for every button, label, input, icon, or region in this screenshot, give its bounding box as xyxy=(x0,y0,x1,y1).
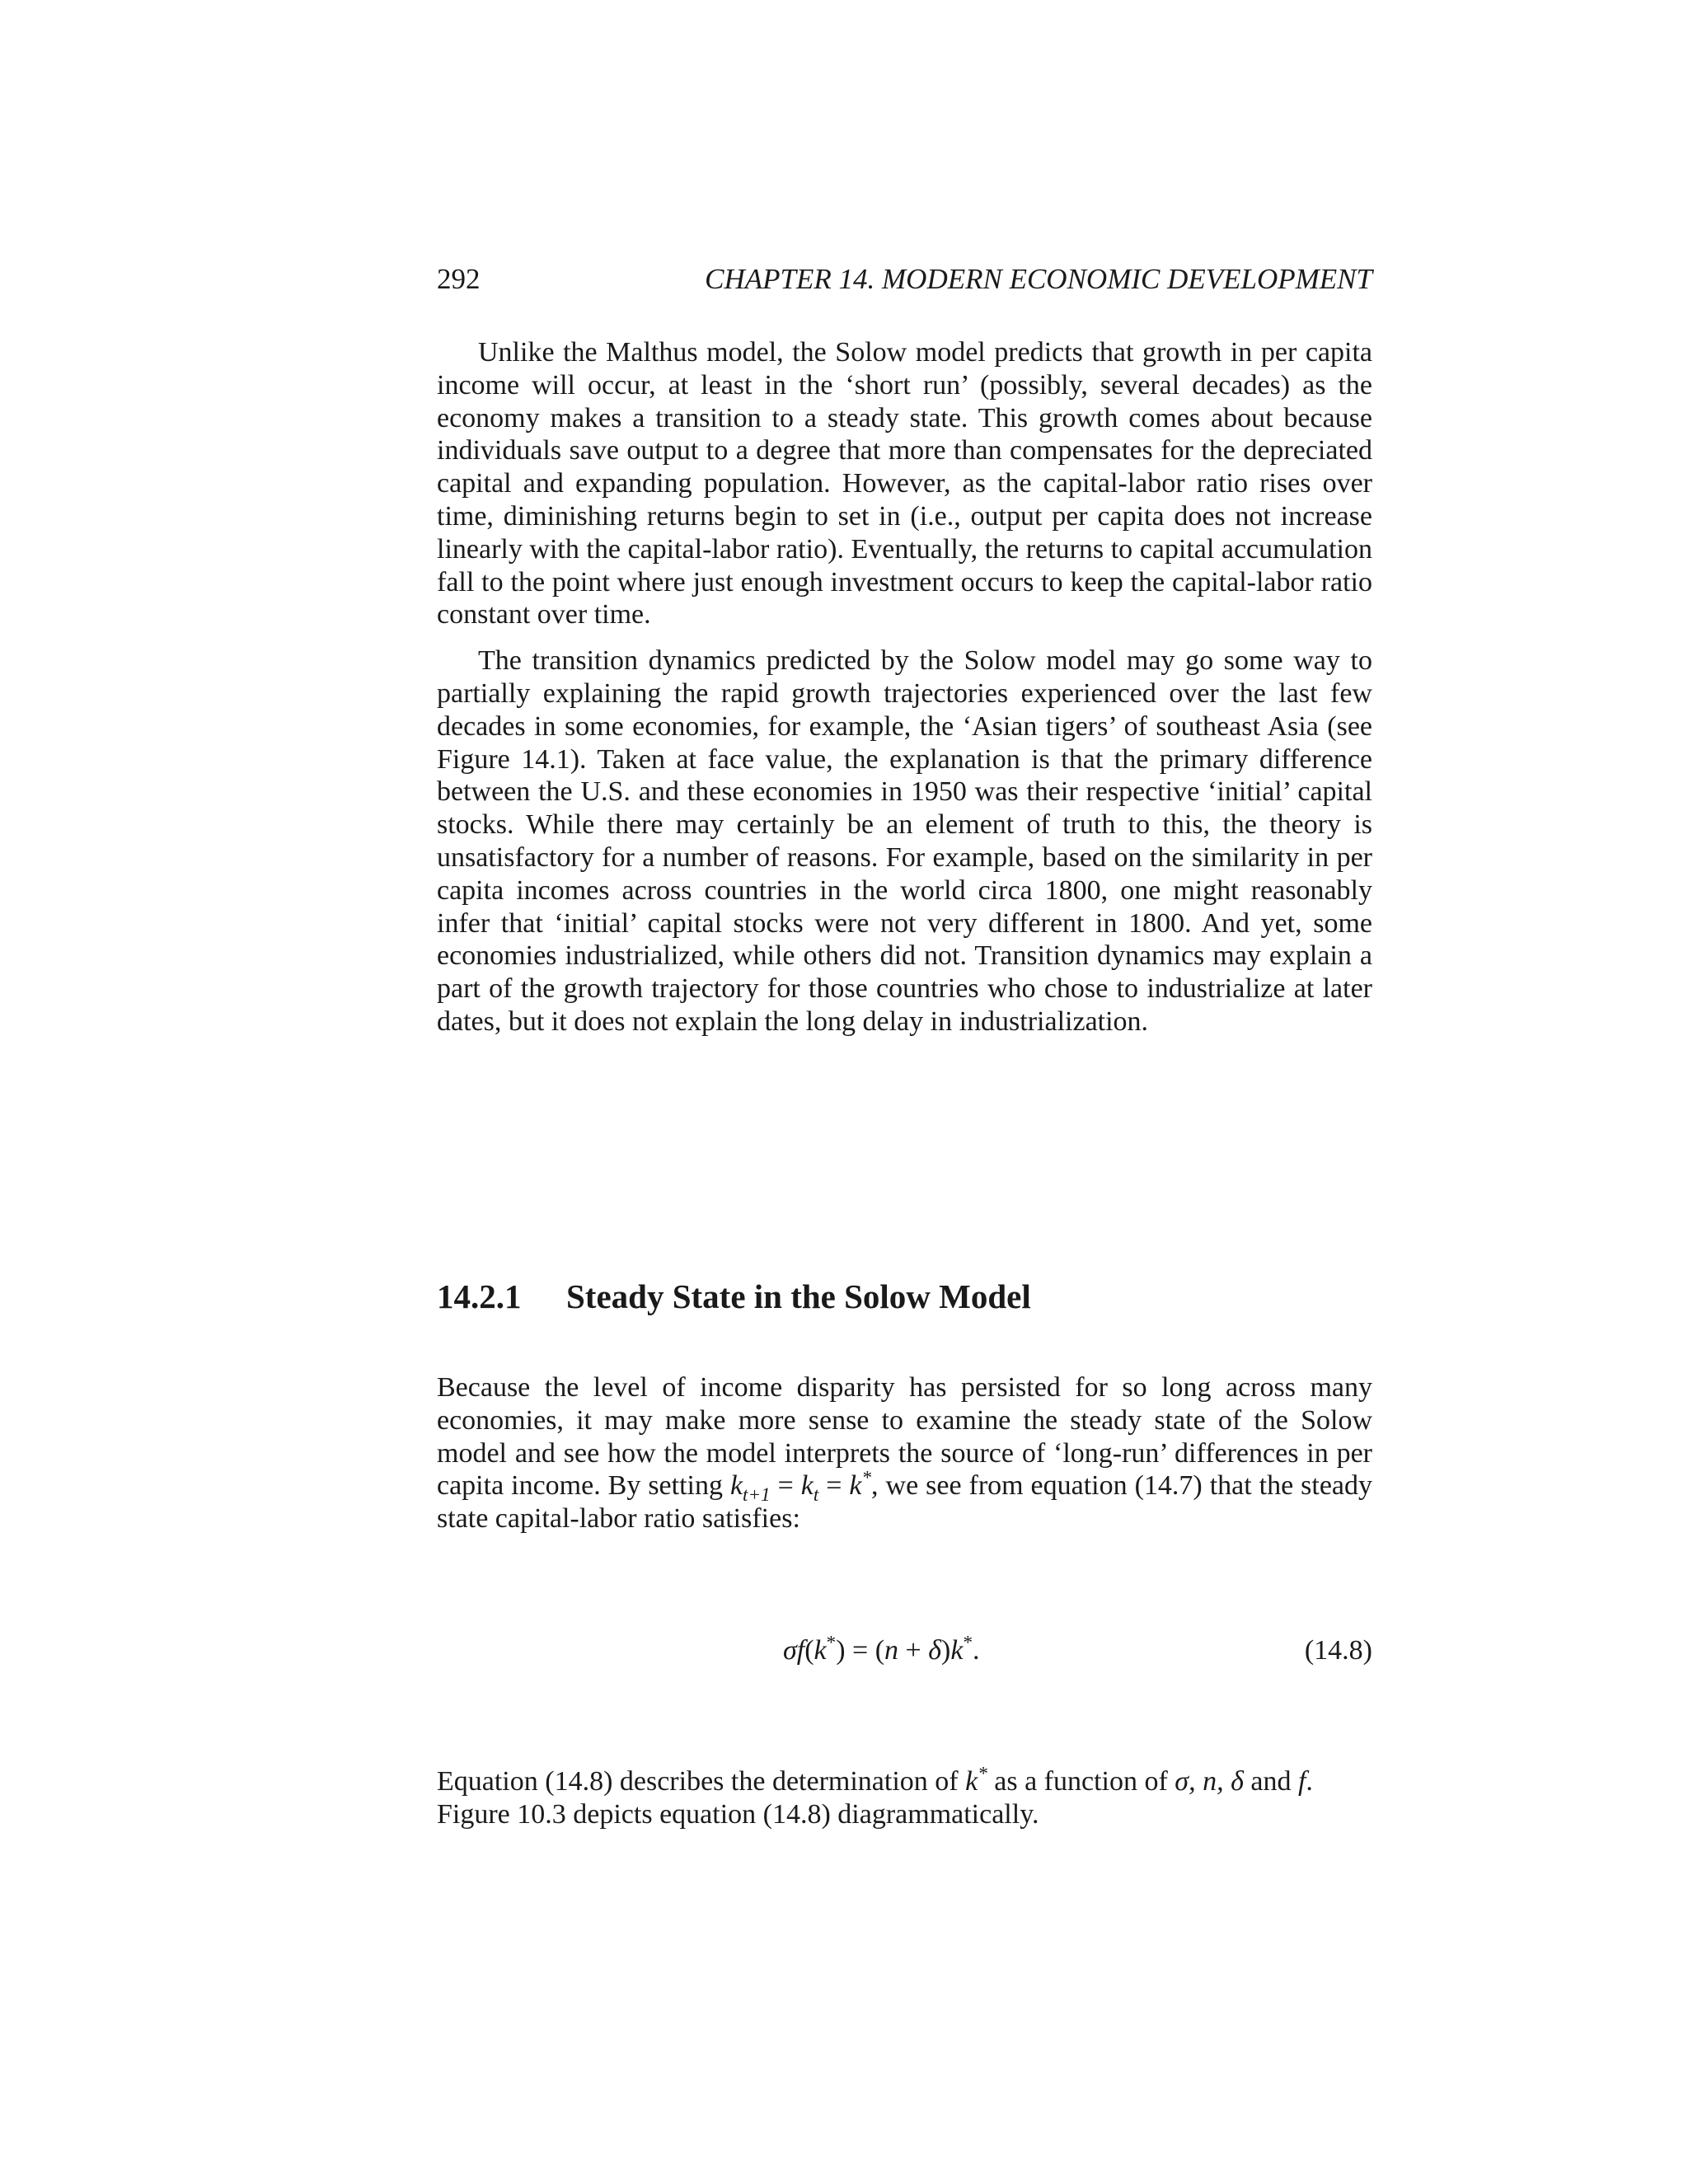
paragraph-3-text-a: Because the level of income disparity has persisted for so long across many economies, it may make more sense to examine the steady state of the Solow model and see how the model interprets the source of ‘long-run’ differences in per capita income. By setting xyxy=(437,1372,1372,1502)
page-number: 292 xyxy=(437,263,481,295)
section-number: 14.2.1 xyxy=(437,1277,522,1315)
paragraph-3 xyxy=(437,1371,1372,1535)
equation-14-8 xyxy=(437,1632,1372,1670)
paragraph-3-text-b: , we see from equation (14.7) that the steady state capital-labor ratio satisfies: xyxy=(437,1470,1373,1535)
equation-number: (14.8) xyxy=(1304,1635,1372,1666)
paragraph-4-line-2: Figure 10.3 depicts equation (14.8) diagrammatically. xyxy=(437,1798,1039,1830)
paragraph-4-text-b: as a function of xyxy=(987,1766,1175,1797)
paragraph-4-text-a: Equation (14.8) describes the determination of xyxy=(437,1766,966,1797)
steady-state-condition: $k_{t+1} = k_t = k^*$ xyxy=(729,1468,872,1507)
paragraph-3-block xyxy=(437,1371,1372,1535)
f-symbol: f xyxy=(1297,1766,1306,1797)
parameter-symbols: σ, n, δ xyxy=(1175,1766,1244,1797)
chapter-title: CHAPTER 14. MODERN ECONOMIC DEVELOPMENT xyxy=(705,263,1372,295)
section-heading xyxy=(437,1276,1031,1317)
body-paragraphs xyxy=(437,336,1372,1038)
paragraph-4-block xyxy=(437,1765,1372,1831)
paragraph-4: Equation (14.8) describes the determination of k* as a function of σ, n, δ and f. Figure 10.3 depicts equation (14.8) diagrammatically. xyxy=(437,1763,1313,1830)
k-star-symbol: k* xyxy=(965,1763,987,1797)
paragraph-1: Unlike the Malthus model, the Solow model predicts that growth in per capita income will occur, at least in the ‘short run’ (possibly, several decades) as the economy makes a transition to a steady state. This growth comes about because individuals save output to a degree that more than compensates for the depreciated capital and expanding population. However, as the capital-labor ratio rises over time, diminishing returns begin to set in (i.e., output per capita does not increase linearly with the capital-labor ratio). Eventually, the returns to capital accumulation fall to the point where just enough investment occurs to keep the capital-labor ratio constant over time. xyxy=(437,337,1372,630)
paragraph-4-text-c: and xyxy=(1243,1766,1298,1797)
section-title: Steady State in the Solow Model xyxy=(566,1277,1031,1315)
paragraph-2: The transition dynamics predicted by the Solow model may go some way to partially explaining the rapid growth trajectories experienced over the last few decades in some economies, for example, the ‘Asian tigers’ of southeast Asia (see Figure 14.1). Taken at face value, the explanation is that the primary difference between the U.S. and these economies in 1950 was their respective ‘initial’ capital stocks. While there may certainly be an element of truth to this, the theory is unsatisfactory for a number of reasons. For example, based on the similarity in per capita incomes across countries in the world circa 1800, one might reasonably infer that ‘initial’ capital stocks were not very different in 1800. And yet, some economies industrialized, while others did not. Transition dynamics may explain a part of the growth trajectory for those countries who chose to industrialize at later dates, but it does not explain the long delay in industrialization. xyxy=(437,645,1372,1037)
equation-expression: σf(k*) = (n + δ)k*. xyxy=(783,1632,980,1666)
